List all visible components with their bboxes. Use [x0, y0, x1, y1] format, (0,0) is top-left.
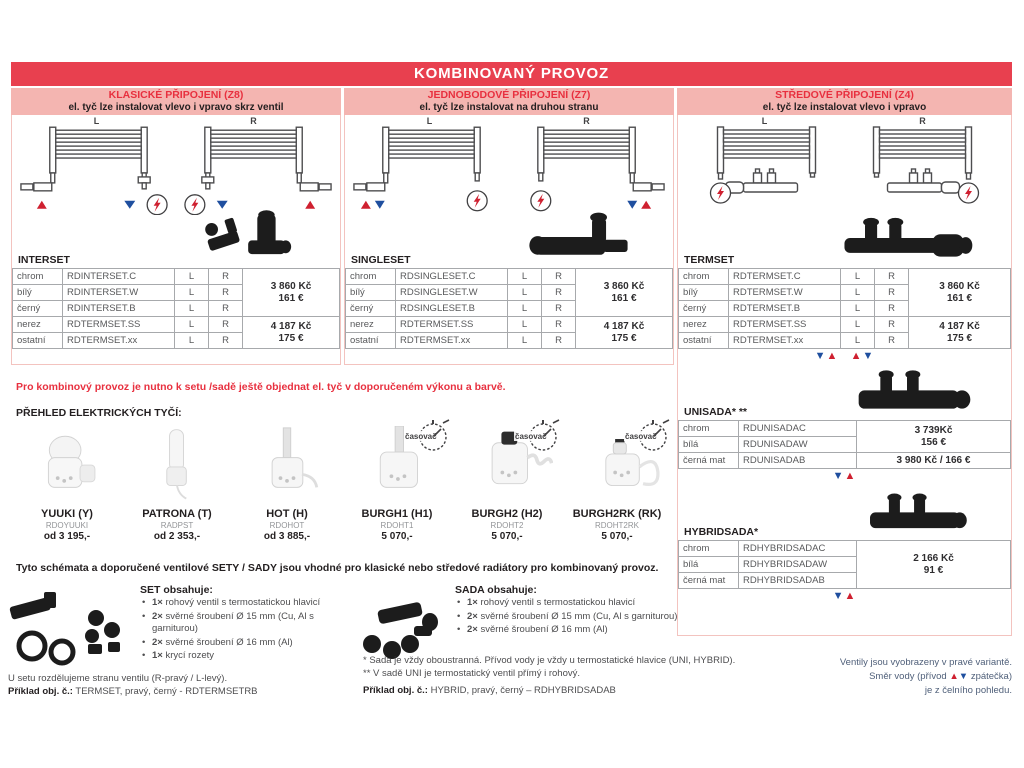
- rod-burgh2: [452, 420, 562, 543]
- flow-down-icon: ▼: [958, 671, 969, 682]
- code-cell: RDINTERSET.C: [63, 269, 175, 285]
- price-cell: 3 860 Kč 161 €: [243, 269, 340, 317]
- list-item: • 2× svěrné šroubení Ø 15 mm (Cu, Al s garniturou): [457, 610, 678, 622]
- column-title: JEDNOBODOVÉ PŘIPOJENÍ (Z7): [427, 89, 591, 101]
- timer-icon: [624, 414, 672, 456]
- price-cell: 3 860 Kč 161 €: [576, 269, 673, 317]
- page-title: KOMBINOVANÝ PROVOZ: [11, 62, 1012, 86]
- section-termset: [677, 115, 1012, 636]
- rod-price: od 3 195,-: [43, 531, 91, 542]
- rod-code: RDOHT2RK: [594, 521, 639, 530]
- flow-down-icon: ▼: [832, 470, 845, 482]
- set-name-unisada: UNISADA* **: [684, 406, 748, 418]
- schema-note: Tyto schémata a doporučené ventilové SETY / SADY jsou vhodné pro klasické nebo středové radiátory pro kombinovaný provoz.: [16, 562, 659, 574]
- svg-text:časovač: časovač: [625, 432, 657, 441]
- set-side-note: U setu rozdělujeme stranu ventilu (R-pravý / L-levý).: [8, 673, 228, 684]
- price-cell: 2 166 Kč 91 €: [857, 541, 1011, 589]
- unisada-product-photo: [852, 366, 977, 418]
- table-row: bílý RDTERMSET.W L R: [679, 285, 1011, 301]
- diagram-klasicke: [12, 115, 340, 215]
- table-row: černá mat RDHYBRIDSADAB: [679, 573, 1011, 589]
- table-row: bílý RDINTERSET.W L R: [13, 285, 340, 301]
- rod-name: PATRONA (T): [142, 508, 212, 520]
- electric-rods-heading: PŘEHLED ELEKTRICKÝCH TYČÍ:: [16, 407, 182, 419]
- rod-price: od 2 353,-: [153, 531, 201, 542]
- rod-name: BURGH2RK (RK): [572, 508, 662, 520]
- table-row: nerez RDTERMSET.SS L R 4 187 Kč 175 €: [13, 317, 340, 333]
- table-row: bílá RDHYBRIDSADAW: [679, 557, 1011, 573]
- set-name-hybridsada: HYBRIDSADA*: [684, 526, 759, 538]
- list-item: • 1× rohový ventil s termostatickou hlavicí: [457, 597, 636, 608]
- rod-burgh2rk: [562, 420, 672, 543]
- example-order-set: Příklad obj. č.: TERMSET, pravý, černý - RDTERMSETRB: [8, 686, 258, 697]
- rod-name: HOT (H): [266, 508, 308, 520]
- table-row: ostatní RDTERMSET.xx L R: [13, 333, 340, 349]
- sada-contents: [455, 584, 680, 638]
- flow-down-icon: [124, 201, 135, 209]
- price-cell: 4 187 Kč 175 €: [576, 317, 673, 349]
- bullet-icon: •: [142, 650, 146, 661]
- hybridsada-product-photo: [859, 490, 977, 538]
- table-row: černý RDTERMSET.B L R: [679, 301, 1011, 317]
- hot-photo: [241, 426, 333, 506]
- table-row: bílý RDSINGLESET.W L R: [346, 285, 673, 301]
- rod-price: 5 070,-: [491, 531, 523, 542]
- unisada-flow-arrows: [678, 469, 1011, 484]
- flow-up-icon: ▲: [949, 671, 959, 682]
- flow-up-icon: ▲: [826, 350, 839, 362]
- flow-up-icon: [641, 201, 651, 209]
- diagram-left-label: L: [426, 116, 433, 127]
- rod-price: od 3 885,-: [263, 531, 311, 542]
- diagram-jednobodove: [345, 115, 673, 215]
- set-name-termset: TERMSET: [684, 254, 735, 266]
- interset-table: [12, 268, 340, 349]
- list-item: • 2× svěrné šroubení Ø 15 mm (Cu, Al s garniturou): [142, 610, 314, 634]
- svg-text:časovač: časovač: [515, 432, 547, 441]
- set-components-photo: [4, 584, 139, 669]
- section-singleset: [344, 115, 674, 365]
- price-cell: 3 739Kč 156 €: [857, 421, 1011, 453]
- bullet-icon: •: [142, 636, 146, 648]
- patrona-photo: [131, 426, 223, 506]
- left-variant-cell: L: [175, 269, 209, 285]
- set-contents: [140, 584, 352, 664]
- column-subtitle: el. tyč lze instalovat vlevo i vpravo: [762, 102, 927, 113]
- rod-name: BURGH2 (H2): [471, 508, 543, 520]
- sada-footnotes: [363, 654, 813, 697]
- timer-icon: [514, 414, 562, 456]
- flow-up-icon: [361, 201, 371, 209]
- table-row: ostatní RDTERMSET.xx L R: [679, 333, 1011, 349]
- diagram-stredove: [678, 115, 1011, 215]
- price-cell: 3 860 Kč 161 €: [909, 269, 1011, 317]
- table-row: černý RDSINGLESET.B L R: [346, 301, 673, 317]
- list-item: • 1× krycí rozety: [142, 650, 215, 661]
- diagram-right-label: R: [250, 116, 257, 127]
- table-row: chrom RDSINGLESET.C L R 3 860 Kč 161 €: [346, 269, 673, 285]
- flow-up-icon: [37, 201, 47, 209]
- column-title: KLASICKÉ PŘIPOJENÍ (Z8): [108, 89, 244, 101]
- rod-patrona: [122, 420, 232, 543]
- flow-down-icon: ▼: [862, 350, 875, 362]
- sada-contents-title: SADA obsahuje:: [455, 584, 537, 596]
- column-title: STŘEDOVÉ PŘIPOJENÍ (Z4): [775, 89, 914, 101]
- footnote-2: ** V sadě UNI je termostatický ventil přímý i rohový.: [363, 668, 580, 679]
- rod-code: RDOHOT: [269, 521, 305, 530]
- diagram-left-label: L: [93, 116, 100, 127]
- yuuki-photo: [21, 426, 113, 506]
- column-header-klasicke: [11, 88, 341, 115]
- singleset-product-photo: [517, 208, 639, 266]
- timer-icon: [404, 414, 452, 456]
- rod-code: RDOHT2: [490, 521, 524, 530]
- table-row: chrom RDTERMSET.C L R 3 860 Kč 161 €: [679, 269, 1011, 285]
- right-variant-cell: R: [209, 269, 243, 285]
- electric-rods-list: [12, 420, 676, 543]
- column-header-jednobodove: [344, 88, 674, 115]
- table-row: černý RDINTERSET.B L R: [13, 301, 340, 317]
- rod-price: 5 070,-: [601, 531, 633, 542]
- flow-up-icon: ▲: [844, 590, 857, 602]
- bullet-icon: •: [457, 624, 461, 635]
- rod-yuuki: [12, 420, 122, 543]
- list-item: • 1× rohový ventil s termostatickou hlavicí: [142, 597, 321, 608]
- list-item: • 2× svěrné šroubení Ø 16 mm (Al): [457, 624, 608, 635]
- column-subtitle: el. tyč lze instalovat na druhou stranu: [419, 102, 599, 113]
- bullet-icon: •: [457, 597, 461, 608]
- rod-price: 5 070,-: [381, 531, 413, 542]
- table-row: nerez RDTERMSET.SS L R 4 187 Kč 175 €: [346, 317, 673, 333]
- flow-up-icon: ▲: [850, 350, 863, 362]
- example-order-sada: Příklad obj. č.: HYBRID, pravý, černý – RDHYBRIDSADAB: [363, 685, 616, 696]
- set-side-notes: [8, 672, 348, 698]
- hybridsada-table: [678, 540, 1011, 589]
- table-row: [13, 269, 340, 285]
- right-note-line2: Směr vody (přívod ▲▼ zpátečka): [869, 671, 1012, 682]
- table-row: černá mat RDUNISADAB 3 980 Kč / 166 €: [679, 453, 1011, 469]
- right-note-line3: je z čelního pohledu.: [924, 685, 1012, 696]
- flow-down-icon: ▼: [832, 590, 845, 602]
- footnote-1: * Sada je vždy oboustranná. Přívod vody je vždy u termostatické hlavice (UNI, HYBRID).: [363, 655, 736, 666]
- termset-table: [678, 268, 1011, 349]
- table-row: ostatní RDTERMSET.xx L R: [346, 333, 673, 349]
- section-interset: [11, 115, 341, 365]
- table-row: bílá RDUNISADAW: [679, 437, 1011, 453]
- diagram-right-label: R: [919, 116, 926, 126]
- rod-name: YUUKI (Y): [41, 508, 93, 520]
- table-row: chrom RDUNISADAC 3 739Kč 156 €: [679, 421, 1011, 437]
- flow-down-icon: [375, 201, 385, 209]
- price-cell: 3 980 Kč / 166 €: [857, 453, 1011, 469]
- electric-rod-note: Pro kombinový provoz je nutno k setu /sadě ještě objednat el. tyč v doporučeném výkonu a barvě.: [16, 381, 506, 393]
- column-header-stredove: [677, 88, 1012, 115]
- svg-text:časovač: časovač: [405, 432, 437, 441]
- set-name-interset: INTERSET: [18, 254, 70, 266]
- unisada-table: [678, 420, 1011, 469]
- bullet-icon: •: [142, 597, 146, 608]
- flow-up-icon: ▲: [844, 470, 857, 482]
- valve-orientation-note: [760, 656, 1012, 698]
- rod-code: RDOHT1: [380, 521, 414, 530]
- rod-code: RDOYUUKI: [45, 521, 89, 530]
- price-cell: 4 187 Kč 175 €: [909, 317, 1011, 349]
- diagram-left-label: L: [761, 116, 768, 126]
- diagram-right-label: R: [583, 116, 590, 127]
- rod-name: BURGH1 (H1): [361, 508, 433, 520]
- flow-down-icon: ▼: [814, 350, 827, 362]
- termset-product-photo: [837, 210, 977, 266]
- table-row: nerez RDTERMSET.SS L R 4 187 Kč 175 €: [679, 317, 1011, 333]
- set-name-singleset: SINGLESET: [351, 254, 411, 266]
- color-cell: chrom: [13, 269, 63, 285]
- singleset-table: [345, 268, 673, 349]
- interset-product-photo: [194, 202, 306, 266]
- column-subtitle: el. tyč lze instalovat vlevo i vpravo skrz ventil: [68, 102, 284, 113]
- rod-code: RADPST: [160, 521, 194, 530]
- termset-flow-arrows: [678, 349, 1011, 364]
- bullet-icon: •: [142, 610, 146, 622]
- table-row: chrom RDHYBRIDSADAC 2 166 Kč 91 €: [679, 541, 1011, 557]
- flow-up-icon: [305, 201, 315, 209]
- hybridsada-flow-arrows: [678, 589, 1011, 604]
- right-note-line1: Ventily jsou vyobrazeny v pravé variantě.: [839, 657, 1012, 668]
- rod-hot: [232, 420, 342, 543]
- set-contents-title: SET obsahuje:: [140, 584, 213, 596]
- rod-burgh1: [342, 420, 452, 543]
- bullet-icon: •: [457, 610, 461, 622]
- price-cell: 4 187 Kč 175 €: [243, 317, 340, 349]
- list-item: • 2× svěrné šroubení Ø 16 mm (Al): [142, 636, 293, 648]
